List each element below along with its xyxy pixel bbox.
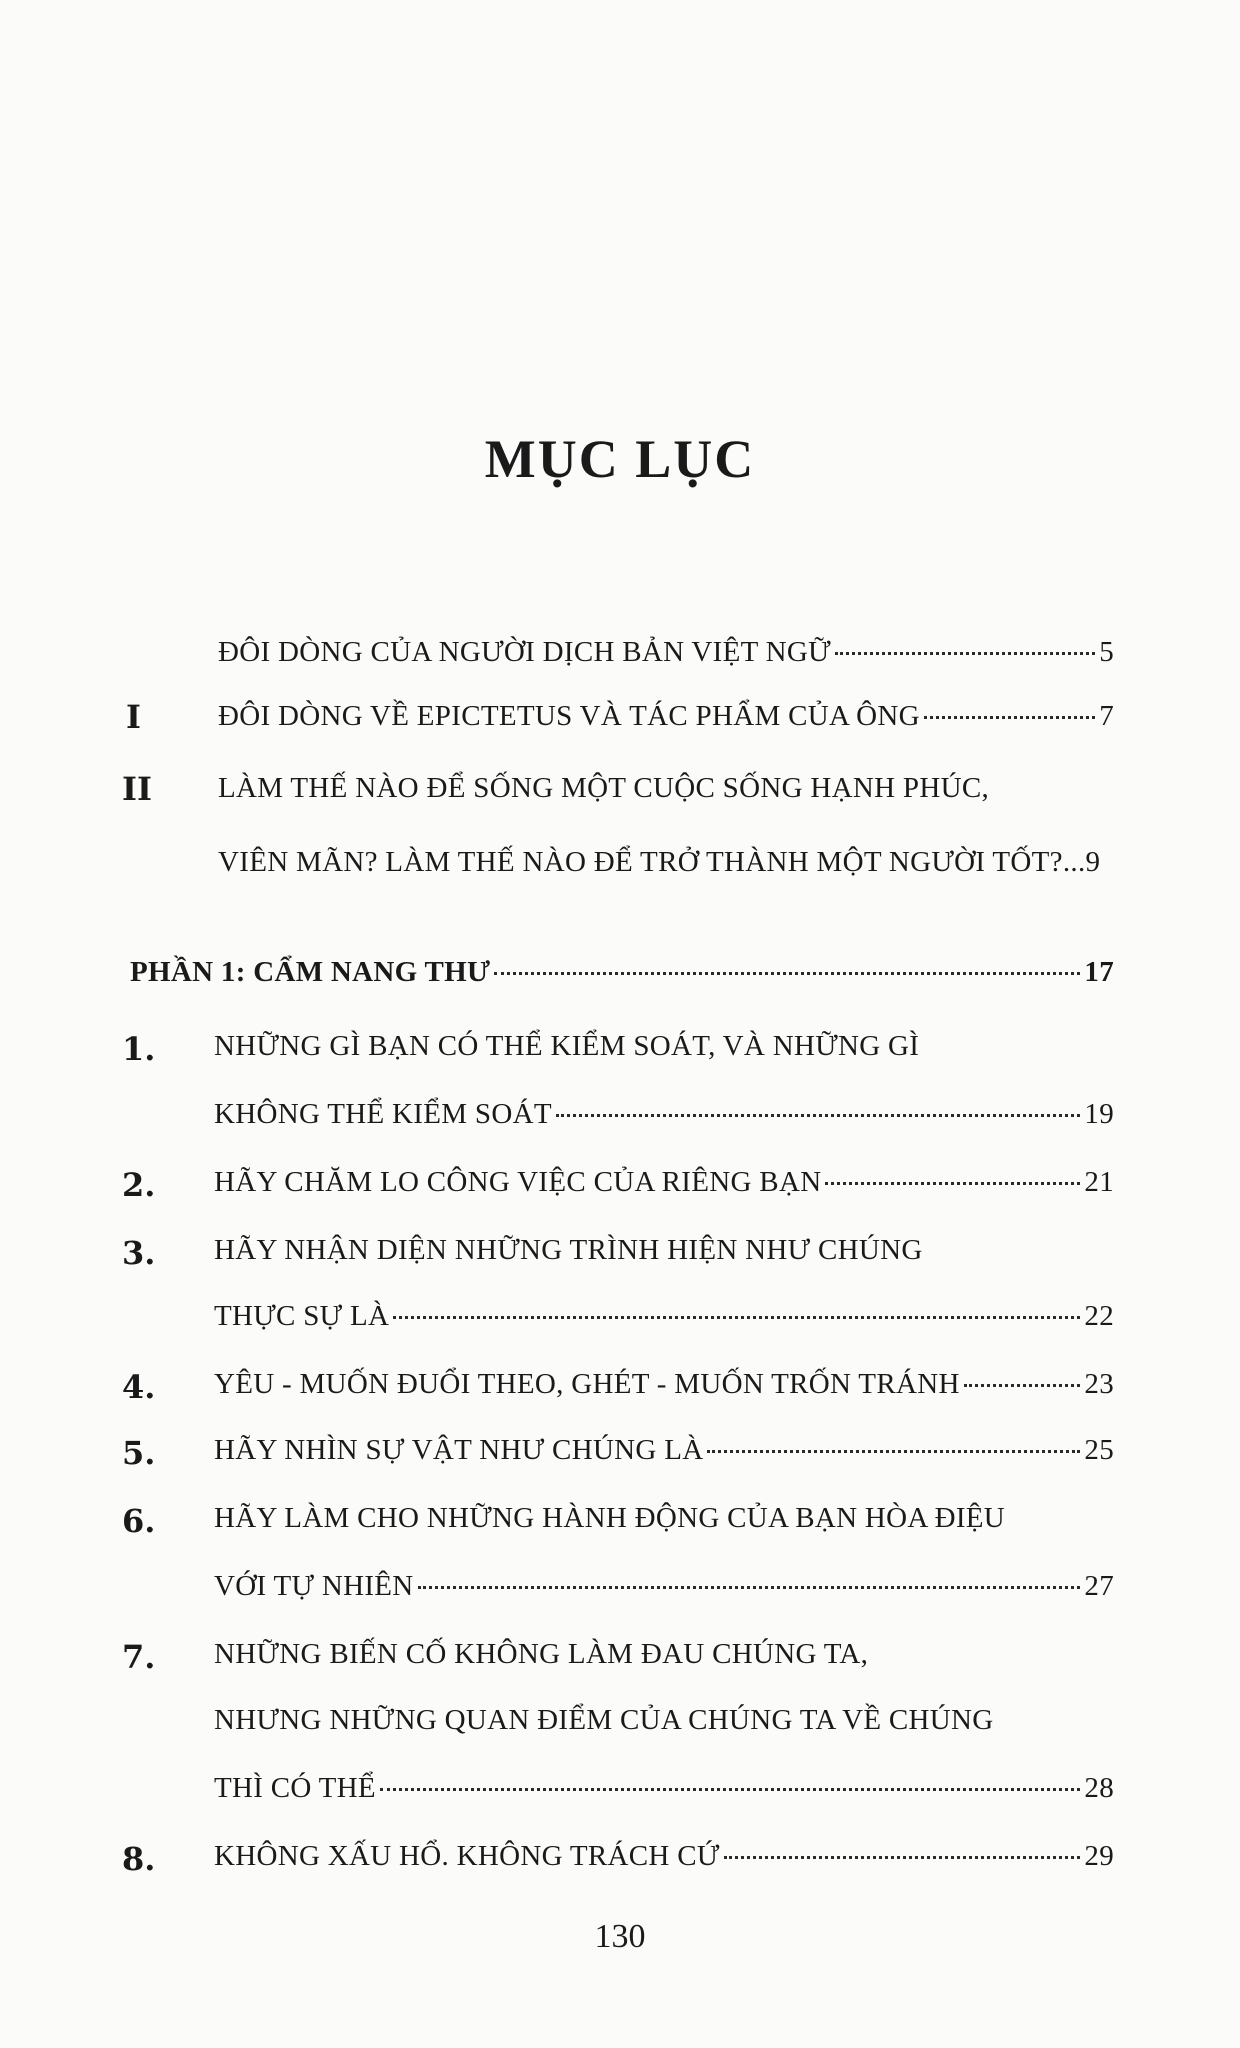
toc-entry-title: HÃY LÀM CHO NHỮNG HÀNH ĐỘNG CỦA BẠN HÒA ĐIỆU — [214, 1502, 1006, 1534]
chapter-number: 5. — [122, 1434, 156, 1472]
part-title: PHẦN 1: CẨM NANG THƯ — [130, 956, 491, 988]
chapter-number: 2. — [122, 1166, 156, 1204]
toc-entry-title: ĐÔI DÒNG VỀ EPICTETUS VÀ TÁC PHẨM CỦA ÔNG — [218, 700, 920, 732]
toc-entry-page: 23 — [1084, 1368, 1114, 1400]
chapter-number: 7. — [122, 1638, 156, 1676]
toc-entry-chapter-7-line1[interactable] — [214, 1638, 1114, 1671]
leader-dots — [707, 1450, 1080, 1453]
toc-entry-chapter-7-line2[interactable] — [214, 1704, 1114, 1737]
toc-entry-page: 7 — [1099, 700, 1114, 732]
toc-entry-chapter-6-line2[interactable] — [214, 1570, 1114, 1603]
toc-entry-page: 27 — [1084, 1570, 1114, 1602]
chapter-number: 3. — [122, 1234, 156, 1272]
section-marker: II — [122, 770, 152, 808]
leader-dots — [393, 1316, 1080, 1319]
toc-entry-title: THỰC SỰ LÀ — [214, 1300, 390, 1332]
page-title: MỤC LỤC — [484, 429, 756, 489]
toc-entry-chapter-7-line3[interactable] — [214, 1772, 1114, 1805]
toc-entry-title: HÃY NHÌN SỰ VẬT NHƯ CHÚNG LÀ — [214, 1434, 704, 1466]
toc-entry-chapter-6-line1[interactable] — [214, 1502, 1114, 1535]
leader-dots — [825, 1182, 1080, 1185]
toc-entry-chapter-2[interactable] — [214, 1166, 1114, 1199]
toc-entry-title: ĐÔI DÒNG CỦA NGƯỜI DỊCH BẢN VIỆT NGỮ — [218, 636, 831, 668]
toc-entry-title: THÌ CÓ THỂ — [214, 1772, 376, 1804]
chapter-number: 4. — [122, 1368, 156, 1406]
page-number: 130 — [594, 1918, 646, 1955]
leader-dots — [556, 1114, 1081, 1117]
toc-entry-page: 9 — [1085, 846, 1101, 878]
toc-entry-chapter-3-line2[interactable] — [214, 1300, 1114, 1333]
toc-entry-chapter-8[interactable] — [214, 1840, 1114, 1873]
part-page: 17 — [1084, 956, 1114, 988]
chapter-number: 1. — [122, 1030, 156, 1068]
toc-entry-title: LÀM THẾ NÀO ĐỂ SỐNG MỘT CUỘC SỐNG HẠNH PHÚC, — [218, 772, 990, 804]
chapter-number: 8. — [122, 1840, 156, 1878]
toc-entry-about-epictetus[interactable] — [218, 700, 1114, 733]
toc-entry-chapter-4[interactable] — [214, 1368, 1114, 1401]
toc-entry-page: 28 — [1084, 1772, 1114, 1804]
leader-dots — [494, 972, 1080, 975]
toc-entry-chapter-3-line1[interactable] — [214, 1234, 1114, 1267]
toc-entry-chapter-1-line2[interactable] — [214, 1098, 1114, 1131]
toc-entry-page: 21 — [1084, 1166, 1114, 1198]
toc-entry-translator-note[interactable] — [218, 636, 1114, 669]
toc-entry-title: VỚI TỰ NHIÊN — [214, 1570, 414, 1602]
toc-entry-page: 29 — [1084, 1840, 1114, 1872]
toc-entry-page: 19 — [1084, 1098, 1114, 1130]
toc-part-heading[interactable] — [130, 956, 1114, 989]
toc-entry-title: VIÊN MÃN? LÀM THẾ NÀO ĐỂ TRỞ THÀNH MỘT NGƯỜI TỐT?... — [218, 846, 1086, 878]
toc-entry-page: 5 — [1099, 636, 1114, 668]
section-marker: I — [126, 698, 141, 736]
toc-entry-title: NHỮNG BIẾN CỐ KHÔNG LÀM ĐAU CHÚNG TA, — [214, 1638, 869, 1670]
toc-entry-chapter-1-line1[interactable] — [214, 1030, 1114, 1063]
toc-entry-title: KHÔNG XẤU HỔ. KHÔNG TRÁCH CỨ — [214, 1840, 720, 1872]
toc-entry-page: 25 — [1084, 1434, 1114, 1466]
toc-entry-title: HÃY CHĂM LO CÔNG VIỆC CỦA RIÊNG BẠN — [214, 1166, 822, 1198]
toc-entry-title: HÃY NHẬN DIỆN NHỮNG TRÌNH HIỆN NHƯ CHÚNG — [214, 1234, 923, 1266]
leader-dots — [380, 1788, 1080, 1791]
toc-entry-chapter-5[interactable] — [214, 1434, 1114, 1467]
toc-entry-title: YÊU - MUỐN ĐUỔI THEO, GHÉT - MUỐN TRỐN TRÁNH — [214, 1368, 960, 1400]
chapter-number: 6. — [122, 1502, 156, 1540]
leader-dots — [964, 1384, 1081, 1387]
toc-entry-title: NHƯNG NHỮNG QUAN ĐIỂM CỦA CHÚNG TA VỀ CHÚNG — [214, 1704, 994, 1736]
leader-dots — [418, 1586, 1081, 1589]
toc-entry-page: 22 — [1084, 1300, 1114, 1332]
toc-entry-title: KHÔNG THỂ KIỂM SOÁT — [214, 1098, 552, 1130]
leader-dots — [835, 652, 1095, 655]
toc-entry-title: NHỮNG GÌ BẠN CÓ THỂ KIỂM SOÁT, VÀ NHỮNG GÌ — [214, 1030, 920, 1062]
leader-dots — [924, 716, 1095, 719]
leader-dots — [724, 1856, 1081, 1859]
toc-entry-how-to-live-line1[interactable] — [218, 772, 1114, 805]
toc-entry-how-to-live-line2[interactable] — [218, 846, 1114, 879]
